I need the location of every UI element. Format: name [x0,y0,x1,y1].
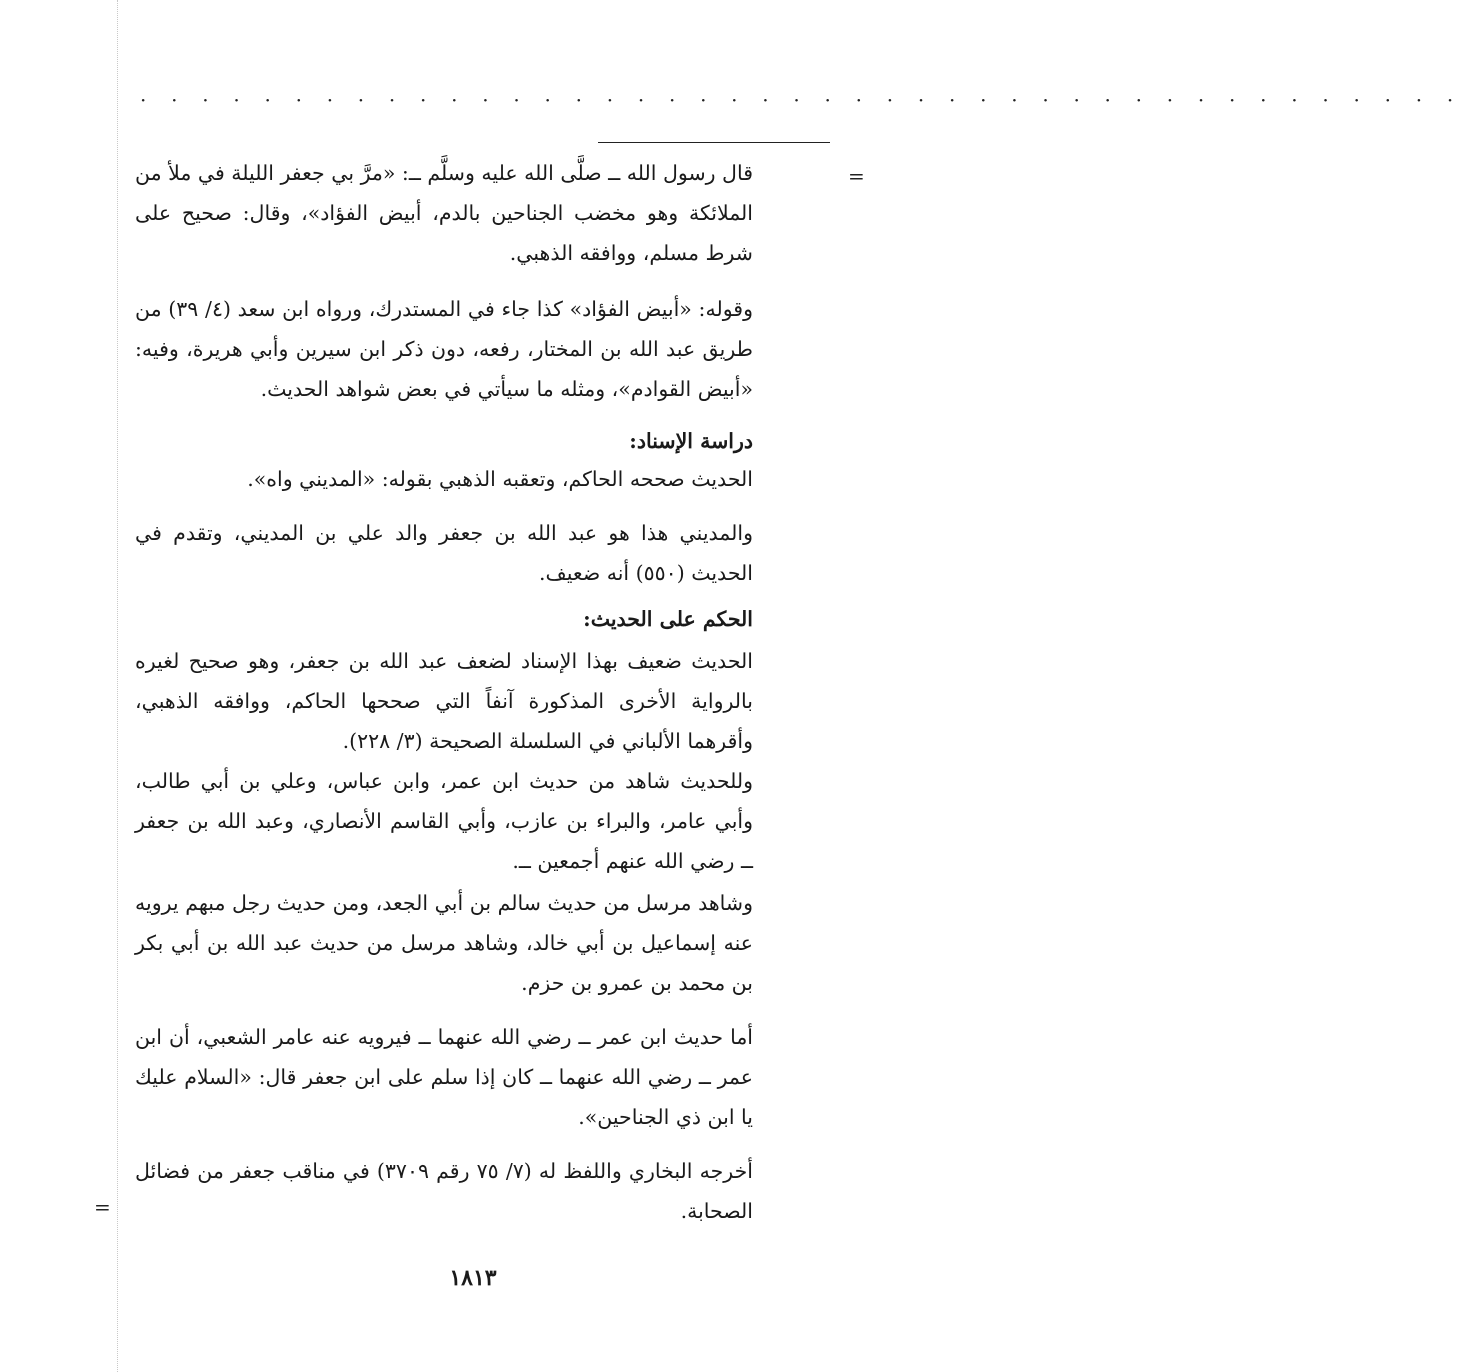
paragraph-hadith-text: قال رسول الله ــ صلَّى الله عليه وسلَّم ــ: «مرَّ بي جعفر الليلة في ملأ من الملائكة وهو مخضب الجناحين بالدم، أبيض الفؤاد»، وقال: صحيح على شرط مسلم، ووافقه الذهبي. [135,161,753,265]
page-fold-line [117,0,118,1372]
paragraph-fuad-note: وقوله: «أبيض الفؤاد» كذا جاء في المستدرك، ورواه ابن سعد (٤/ ٣٩) من طريق عبد الله بن المختار، رفعه، دون ذكر ابن سيرين وأبي هريرة، وفيه: «أبيض القوادم»، ومثله ما سيأتي في بعض شواهد الحديث. [135,297,753,401]
continuation-mark-top: = [848,164,865,188]
paragraph-ruling: الحديث ضعيف بهذا الإسناد لضعف عبد الله بن جعفر، وهو صحيح لغيره بالرواية الأخرى المذكورة آنفاً التي صححها الحاكم، ووافقه الذهبي، وأقرهما الألباني في السلسلة الصحيحة (٣/ ٢٢٨). [135,649,753,753]
paragraph-bukhari-source: أخرجه البخاري واللفظ له (٧/ ٧٥ رقم ٣٧٠٩) في مناقب جعفر من فضائل الصحابة. [135,1159,753,1223]
paragraph-witnesses: وللحديث شاهد من حديث ابن عمر، وابن عباس، وعلي بن أبي طالب، وأبي عامر، والبراء بن عازب، وأبي القاسم الأنصاري، وعبد الله بن جعفر ــ رضي الله عنهم أجمعين ــ. [135,769,753,873]
paragraph-mursal-witnesses: وشاهد مرسل من حديث سالم بن أبي الجعد، ومن حديث رجل مبهم يرويه عنه إسماعيل بن أبي خالد، وشاهد مرسل من حديث عبد الله بن أبي بكر بن محمد بن عمرو بن حزم. [135,891,753,995]
heading-isnad-study: دراسة الإسناد: [629,429,753,453]
heading-hadith-ruling: الحكم على الحديث: [583,607,753,631]
paragraph-hakim-grading: الحديث صححه الحاكم، وتعقبه الذهبي بقوله: «المديني واه». [247,467,753,491]
page-number: ١٨١٣ [449,1265,497,1291]
paragraph-madini-note: والمديني هذا هو عبد الله بن جعفر والد علي بن المديني، وتقدم في الحديث (٥٥٠) أنه ضعيف. [135,521,753,585]
dotted-separator: · · · · · · · · · · · · · · · · · · · · · · · · · · · · · · · · · · · · · · · · · · · [140,88,1462,112]
header-rule [598,142,830,143]
continuation-mark-bottom: = [94,1195,111,1219]
paragraph-ibn-umar: أما حديث ابن عمر ــ رضي الله عنهما ــ فيرويه عنه عامر الشعبي، أن ابن عمر ــ رضي الله عنهما ــ كان إذا سلم على ابن جعفر قال: «السلام عليك يا ابن ذي الجناحين». [135,1025,753,1129]
